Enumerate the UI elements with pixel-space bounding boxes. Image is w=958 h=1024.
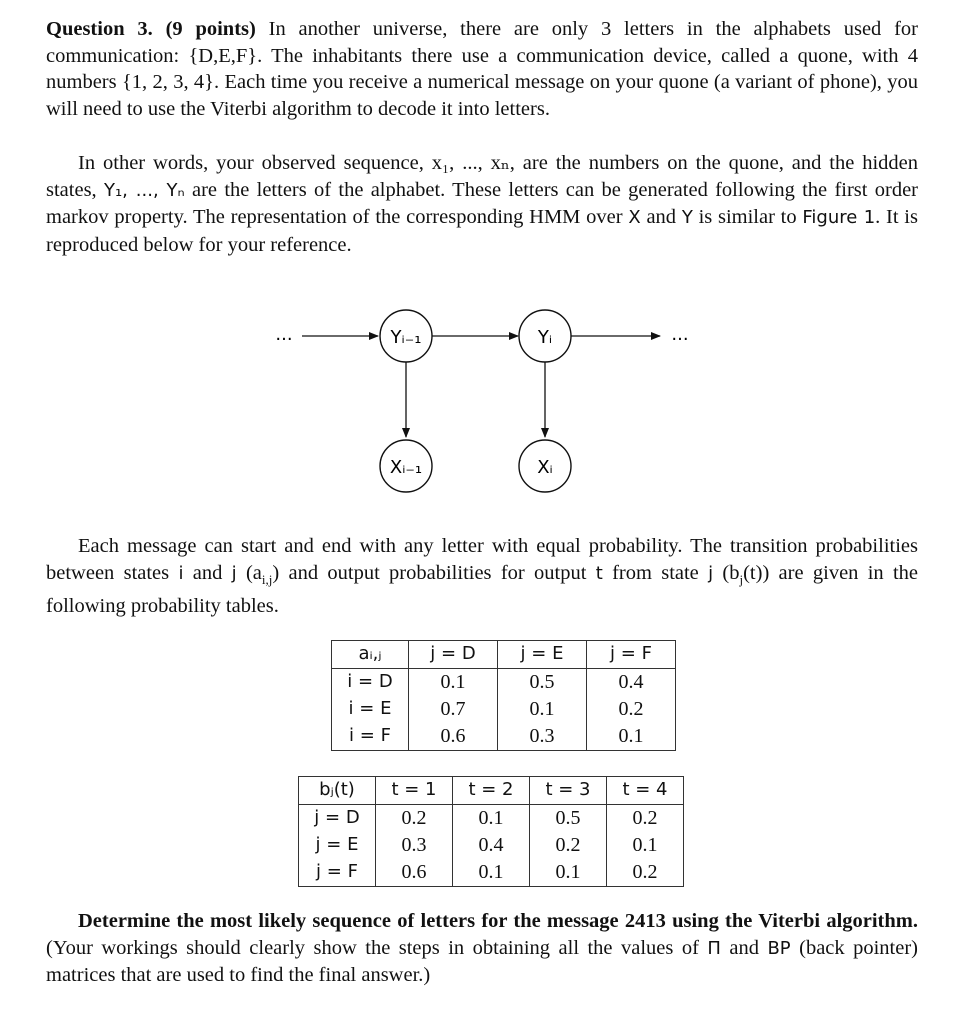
col-header: j = D — [409, 641, 498, 669]
row-label: i = F — [332, 723, 409, 751]
intro-text: In another universe, there are only 3 letters in the alphabets used for communication: {D,E,F}. The inhabitants there use a communication device, called a quone, with 4 numbers {1, 2, 3, 4}. Each time you receive a numerical message on your quone (a variant of phone), you will need to use the Viterbi algorithm to decode it into letters. — [46, 18, 918, 120]
table-cell: 0.2 — [607, 805, 684, 833]
table-cell: 0.1 — [607, 832, 684, 859]
row-label: j = D — [299, 805, 376, 833]
table-cell: 0.3 — [376, 832, 453, 859]
col-header: t = 3 — [530, 777, 607, 805]
table-cell: 0.6 — [409, 723, 498, 751]
text: (back pointer) matrices that are used to find the final answer.) — [46, 936, 919, 986]
text: and — [183, 561, 232, 584]
table-cell: 0.1 — [453, 805, 530, 833]
math-j: j — [231, 562, 237, 584]
col-header: j = F — [587, 641, 676, 669]
table-cell: 0.2 — [587, 696, 676, 723]
node-x-prev-label: Xᵢ₋₁ — [389, 457, 423, 478]
row-label: j = F — [299, 859, 376, 887]
table-row — [299, 859, 684, 887]
question-heading: Question 3. — [46, 18, 153, 40]
figure-ref: Figure 1 — [802, 207, 876, 228]
math-i: i — [178, 562, 184, 584]
table-cell: 0.5 — [498, 669, 587, 697]
math-y-seq: Y₁, ..., Yₙ — [103, 179, 185, 201]
text: from state — [602, 561, 709, 584]
row-label: j = E — [299, 832, 376, 859]
table-cell: 0.2 — [530, 832, 607, 859]
text: are the letters of the alphabet. These letters can be generated following the first order markov property. The representation of the corresponding HMM over — [46, 178, 918, 228]
row-label: i = E — [332, 696, 409, 723]
math-X: X — [628, 207, 641, 228]
table-cell: 0.4 — [587, 669, 676, 697]
text: (b — [713, 561, 740, 584]
math-bp: BP — [767, 937, 791, 959]
transition-table — [331, 640, 676, 751]
table-corner: bⱼ(t) — [299, 777, 376, 805]
math-t: t — [595, 562, 603, 584]
row-label: i = D — [332, 669, 409, 697]
table-cell: 0.3 — [498, 723, 587, 751]
text: (Your workings should clearly show the steps in obtaining all the values of — [46, 936, 708, 959]
table-cell: 0.2 — [607, 859, 684, 887]
text: . It is reproduced below for your reference. — [46, 206, 918, 256]
math-pi: Π — [707, 937, 721, 959]
table-cell: 0.7 — [409, 696, 498, 723]
text: and — [640, 206, 682, 228]
table-corner: aᵢ,ⱼ — [332, 641, 409, 669]
question-intro — [46, 16, 918, 122]
table-cell: 0.6 — [376, 859, 453, 887]
table-row — [299, 832, 684, 859]
node-y-prev-label: Yᵢ₋₁ — [390, 327, 422, 348]
math-j: j — [708, 562, 714, 584]
subscript: i,j — [261, 571, 273, 587]
table-row — [299, 805, 684, 833]
subscript: j — [739, 571, 744, 587]
table-row — [332, 669, 676, 697]
task-statement — [46, 908, 918, 989]
table-cell: 0.1 — [498, 696, 587, 723]
probability-description — [46, 533, 918, 620]
table-row — [332, 696, 676, 723]
task-bold: Determine the most likely sequence of letters for the message 2413 using the Viterbi algorithm. — [78, 910, 918, 932]
math-x-seq: x₁, ..., xₙ — [431, 152, 510, 174]
table-header-row — [299, 777, 684, 805]
table-row — [332, 723, 676, 751]
table-header-row — [332, 641, 676, 669]
col-header: j = E — [498, 641, 587, 669]
table-cell: 0.4 — [453, 832, 530, 859]
text: (a — [236, 561, 262, 584]
emission-table — [298, 776, 684, 887]
hmm-diagram — [260, 292, 700, 512]
math-Y: Y — [681, 207, 693, 228]
node-y-cur-label: Yᵢ — [537, 327, 553, 348]
table-cell: 0.1 — [409, 669, 498, 697]
text: ) and output probabilities for output — [272, 561, 596, 584]
text: and — [720, 936, 768, 959]
col-header: t = 1 — [376, 777, 453, 805]
text: (t)) are given in the following probability tables. — [46, 561, 918, 618]
text: , are the numbers on the quone, and the hidden states, — [46, 152, 919, 201]
table-cell: 0.1 — [530, 859, 607, 887]
ellipsis-left: ... — [275, 324, 293, 345]
table-cell: 0.1 — [453, 859, 530, 887]
ellipsis-right: ... — [671, 324, 689, 345]
table-cell: 0.5 — [530, 805, 607, 833]
question-points: (9 points) — [165, 18, 256, 40]
text: is similar to — [692, 206, 803, 228]
col-header: t = 2 — [453, 777, 530, 805]
hmm-description — [46, 150, 918, 258]
text: In other words, your observed sequence, — [78, 152, 432, 174]
table-cell: 0.2 — [376, 805, 453, 833]
node-x-cur-label: Xᵢ — [537, 457, 553, 478]
col-header: t = 4 — [607, 777, 684, 805]
text: Each message can start and end with any letter with equal probability. The transition probabilities between states — [46, 535, 918, 584]
table-cell: 0.1 — [587, 723, 676, 751]
